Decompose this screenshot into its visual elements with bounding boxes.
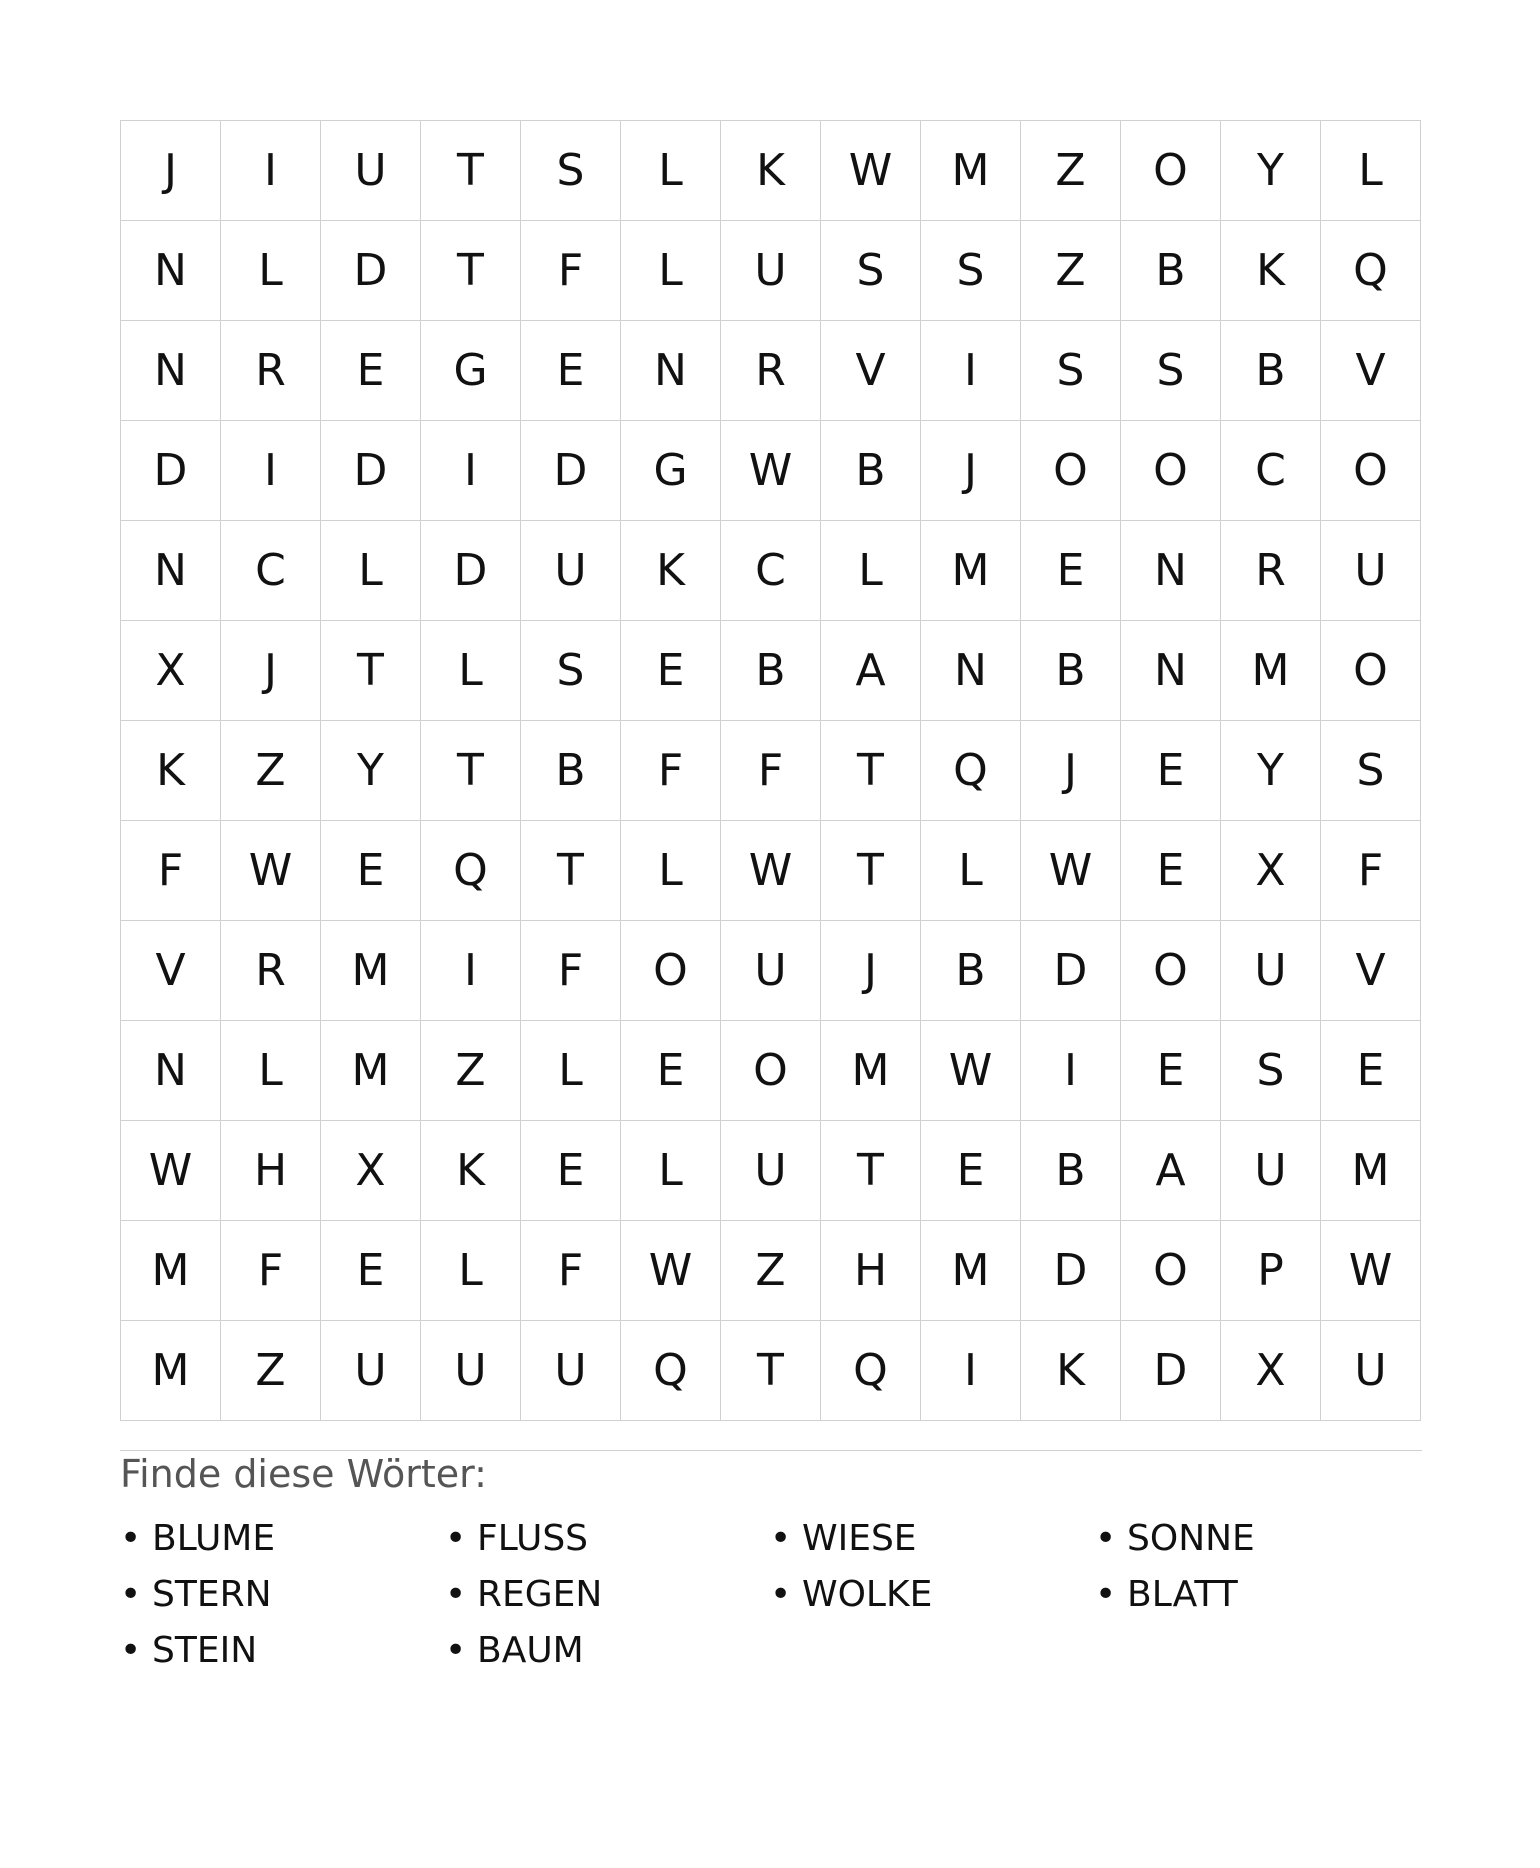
grid-cell[interactable]: H	[221, 1121, 321, 1221]
grid-cell[interactable]: W	[621, 1221, 721, 1321]
grid-cell[interactable]: S	[1321, 721, 1421, 821]
grid-cell[interactable]: W	[221, 821, 321, 921]
grid-cell[interactable]: S	[521, 121, 621, 221]
grid-cell[interactable]: W	[721, 821, 821, 921]
grid-cell[interactable]: E	[321, 321, 421, 421]
grid-cell[interactable]: V	[1321, 921, 1421, 1021]
grid-cell[interactable]: B	[1021, 621, 1121, 721]
grid-cell[interactable]: S	[821, 221, 921, 321]
word-list-item	[445, 1510, 770, 1566]
word-list-item	[1095, 1566, 1420, 1622]
grid-cell[interactable]: X	[1221, 1321, 1321, 1421]
grid-cell[interactable]: T	[521, 821, 621, 921]
grid-cell[interactable]: K	[621, 521, 721, 621]
grid-cell[interactable]: L	[621, 221, 721, 321]
grid-cell[interactable]: E	[1321, 1021, 1421, 1121]
grid-cell[interactable]: F	[521, 221, 621, 321]
grid-cell[interactable]: K	[721, 121, 821, 221]
grid-cell[interactable]: P	[1221, 1221, 1321, 1321]
grid-cell[interactable]: O	[1121, 421, 1221, 521]
grid-cell[interactable]: S	[1221, 1021, 1321, 1121]
grid-cell[interactable]: S	[1021, 321, 1121, 421]
grid-cell[interactable]: O	[721, 1021, 821, 1121]
grid-cell[interactable]: U	[521, 521, 621, 621]
word-list-item	[445, 1622, 770, 1678]
grid-cell[interactable]: Q	[421, 821, 521, 921]
grid-cell[interactable]: I	[421, 421, 521, 521]
grid-cell[interactable]: I	[221, 121, 321, 221]
bullet: •	[445, 1517, 467, 1559]
grid-cell[interactable]: F	[621, 721, 721, 821]
grid-cell[interactable]: N	[121, 321, 221, 421]
grid-cell[interactable]: S	[1121, 321, 1221, 421]
grid-cell[interactable]: D	[1121, 1321, 1221, 1421]
grid-cell[interactable]: M	[321, 921, 421, 1021]
grid-cell[interactable]: N	[121, 221, 221, 321]
grid-cell[interactable]: T	[821, 721, 921, 821]
grid-cell[interactable]: U	[1321, 1321, 1421, 1421]
grid-cell[interactable]: E	[621, 1021, 721, 1121]
grid-cell[interactable]: B	[1221, 321, 1321, 421]
word-label: SONNE	[1127, 1517, 1255, 1559]
grid-cell[interactable]: F	[221, 1221, 321, 1321]
grid-cell[interactable]: U	[521, 1321, 621, 1421]
grid-cell[interactable]: N	[1121, 621, 1221, 721]
grid-cell[interactable]: U	[321, 1321, 421, 1421]
grid-cell[interactable]: W	[121, 1121, 221, 1221]
grid-cell[interactable]: F	[521, 921, 621, 1021]
bullet: •	[1095, 1573, 1117, 1615]
grid-cell[interactable]: Y	[1221, 121, 1321, 221]
grid-cell[interactable]: C	[1221, 421, 1321, 521]
word-list-item	[120, 1510, 445, 1566]
grid-cell[interactable]: V	[1321, 321, 1421, 421]
grid-cell[interactable]: W	[1021, 821, 1121, 921]
grid-cell[interactable]: E	[921, 1121, 1021, 1221]
grid-cell[interactable]: D	[121, 421, 221, 521]
word-label: STERN	[152, 1573, 272, 1615]
grid-cell[interactable]: M	[1321, 1121, 1421, 1221]
word-list-item	[445, 1566, 770, 1622]
grid-cell[interactable]: J	[1021, 721, 1121, 821]
word-list-item	[120, 1622, 445, 1678]
grid-cell[interactable]: J	[821, 921, 921, 1021]
grid-cell[interactable]: U	[1221, 1121, 1321, 1221]
grid-cell[interactable]: Y	[321, 721, 421, 821]
grid-cell[interactable]: W	[1321, 1221, 1421, 1321]
grid-cell[interactable]: R	[721, 321, 821, 421]
grid-cell[interactable]: M	[1221, 621, 1321, 721]
grid-cell[interactable]: H	[821, 1221, 921, 1321]
grid-cell[interactable]: Q	[1321, 221, 1421, 321]
grid-cell[interactable]: K	[421, 1121, 521, 1221]
grid-cell[interactable]: M	[921, 521, 1021, 621]
grid-cell[interactable]: U	[721, 1121, 821, 1221]
grid-cell[interactable]: I	[921, 1321, 1021, 1421]
grid-cell[interactable]: M	[821, 1021, 921, 1121]
grid-cell[interactable]: N	[921, 621, 1021, 721]
grid-cell[interactable]: B	[1121, 221, 1221, 321]
grid-cell[interactable]: T	[721, 1321, 821, 1421]
grid-cell[interactable]: E	[1121, 821, 1221, 921]
grid-cell[interactable]: X	[121, 621, 221, 721]
grid-cell[interactable]: N	[1121, 521, 1221, 621]
grid-cell[interactable]: F	[521, 1221, 621, 1321]
grid-cell[interactable]: K	[1021, 1321, 1121, 1421]
grid-cell[interactable]: L	[621, 821, 721, 921]
grid-cell[interactable]: L	[621, 121, 721, 221]
grid-cell[interactable]: F	[721, 721, 821, 821]
grid-cell[interactable]: G	[421, 321, 521, 421]
bullet: •	[120, 1573, 142, 1615]
grid-cell[interactable]: S	[921, 221, 1021, 321]
grid-cell[interactable]: Y	[1221, 721, 1321, 821]
grid-cell[interactable]: D	[1021, 921, 1121, 1021]
grid-cell[interactable]: L	[1321, 121, 1421, 221]
grid-cell[interactable]: T	[321, 621, 421, 721]
grid-cell[interactable]: F	[121, 821, 221, 921]
grid-cell[interactable]: I	[221, 421, 321, 521]
grid-cell[interactable]: Q	[921, 721, 1021, 821]
grid-cell[interactable]: E	[1121, 721, 1221, 821]
grid-cell[interactable]: B	[821, 421, 921, 521]
word-label: BLUME	[152, 1517, 276, 1559]
grid-cell[interactable]: L	[621, 1121, 721, 1221]
grid-cell[interactable]: J	[921, 421, 1021, 521]
grid-cell[interactable]: J	[121, 121, 221, 221]
grid-cell[interactable]: T	[421, 121, 521, 221]
grid-cell[interactable]: J	[221, 621, 321, 721]
grid-cell[interactable]: R	[221, 321, 321, 421]
grid-cell[interactable]: E	[621, 621, 721, 721]
grid-cell[interactable]: Z	[721, 1221, 821, 1321]
word-list-item	[770, 1566, 1095, 1622]
grid-cell[interactable]: B	[1021, 1121, 1121, 1221]
grid-cell[interactable]: M	[321, 1021, 421, 1121]
grid-cell[interactable]: B	[721, 621, 821, 721]
grid-cell[interactable]: D	[1021, 1221, 1121, 1321]
grid-cell[interactable]: O	[1321, 421, 1421, 521]
word-list-item	[120, 1566, 445, 1622]
grid-cell[interactable]: R	[1221, 521, 1321, 621]
bullet: •	[120, 1629, 142, 1671]
grid-cell[interactable]: I	[421, 921, 521, 1021]
grid-cell[interactable]: B	[921, 921, 1021, 1021]
grid-cell[interactable]: Q	[821, 1321, 921, 1421]
grid-cell[interactable]: K	[121, 721, 221, 821]
grid-cell[interactable]: T	[821, 821, 921, 921]
grid-cell[interactable]: K	[1221, 221, 1321, 321]
grid-cell[interactable]: O	[1121, 921, 1221, 1021]
grid-cell[interactable]: B	[521, 721, 621, 821]
grid-cell[interactable]: E	[1121, 1021, 1221, 1121]
grid-cell[interactable]: V	[821, 321, 921, 421]
grid-cell[interactable]: D	[321, 421, 421, 521]
grid-cell[interactable]: L	[821, 521, 921, 621]
grid-cell[interactable]: Q	[621, 1321, 721, 1421]
grid-cell[interactable]: L	[421, 1221, 521, 1321]
bullet: •	[445, 1629, 467, 1671]
word-list	[120, 1510, 1420, 1678]
grid-cell[interactable]: I	[1021, 1021, 1121, 1121]
grid-cell[interactable]: S	[521, 621, 621, 721]
grid-cell[interactable]: Z	[421, 1021, 521, 1121]
grid-cell[interactable]: U	[721, 221, 821, 321]
bullet: •	[445, 1573, 467, 1615]
grid-cell[interactable]: Z	[221, 1321, 321, 1421]
bullet: •	[1095, 1517, 1117, 1559]
word-label: WIESE	[802, 1517, 917, 1559]
grid-cell[interactable]: U	[421, 1321, 521, 1421]
grid-cell[interactable]: T	[421, 221, 521, 321]
word-list-heading: Finde diese Wörter:	[120, 1452, 487, 1496]
grid-cell[interactable]: U	[321, 121, 421, 221]
grid-cell[interactable]: Z	[1021, 221, 1121, 321]
word-list-item	[770, 1510, 1095, 1566]
grid-cell[interactable]: O	[1121, 1221, 1221, 1321]
grid-cell[interactable]: E	[1021, 521, 1121, 621]
word-label: BAUM	[477, 1629, 584, 1671]
grid-cell[interactable]: I	[921, 321, 1021, 421]
bullet: •	[770, 1517, 792, 1559]
grid-cell[interactable]: X	[1221, 821, 1321, 921]
grid-cell[interactable]: D	[421, 521, 521, 621]
grid-cell[interactable]: M	[921, 121, 1021, 221]
bullet: •	[120, 1517, 142, 1559]
word-label: REGEN	[477, 1573, 603, 1615]
grid-cell[interactable]: X	[321, 1121, 421, 1221]
grid-cell[interactable]: O	[1121, 121, 1221, 221]
grid-cell[interactable]: T	[821, 1121, 921, 1221]
word-label: FLUSS	[477, 1517, 589, 1559]
grid-cell[interactable]: E	[321, 1221, 421, 1321]
grid-cell[interactable]: V	[121, 921, 221, 1021]
grid-cell[interactable]: L	[321, 521, 421, 621]
grid-cell[interactable]: W	[921, 1021, 1021, 1121]
grid-cell[interactable]: O	[1021, 421, 1121, 521]
grid-cell[interactable]: W	[821, 121, 921, 221]
grid-cell[interactable]: O	[621, 921, 721, 1021]
grid-cell[interactable]: W	[721, 421, 821, 521]
grid-cell[interactable]: C	[721, 521, 821, 621]
grid-cell[interactable]: E	[521, 1121, 621, 1221]
word-label: STEIN	[152, 1629, 258, 1671]
word-label: BLATT	[1127, 1573, 1238, 1615]
bullet: •	[770, 1573, 792, 1615]
grid-cell[interactable]: N	[621, 321, 721, 421]
divider	[120, 1450, 1422, 1451]
grid-cell[interactable]: L	[921, 821, 1021, 921]
grid-cell[interactable]: U	[1321, 521, 1421, 621]
word-label: WOLKE	[802, 1573, 933, 1615]
grid-cell[interactable]: E	[321, 821, 421, 921]
grid-cell[interactable]: L	[521, 1021, 621, 1121]
grid-cell[interactable]: N	[121, 521, 221, 621]
grid-cell[interactable]: M	[921, 1221, 1021, 1321]
grid-cell[interactable]: T	[421, 721, 521, 821]
grid-cell[interactable]: L	[421, 621, 521, 721]
grid-cell[interactable]: E	[521, 321, 621, 421]
grid-cell[interactable]: F	[1321, 821, 1421, 921]
grid-cell[interactable]: M	[121, 1221, 221, 1321]
grid-cell[interactable]: D	[521, 421, 621, 521]
grid-cell[interactable]: L	[221, 1021, 321, 1121]
word-search-grid	[120, 120, 1421, 1421]
word-list-item	[1095, 1510, 1420, 1566]
grid-cell[interactable]: Z	[221, 721, 321, 821]
grid-cell[interactable]: G	[621, 421, 721, 521]
grid-cell[interactable]: U	[721, 921, 821, 1021]
grid-cell[interactable]: A	[1121, 1121, 1221, 1221]
grid-cell[interactable]: M	[121, 1321, 221, 1421]
grid-cell[interactable]: C	[221, 521, 321, 621]
grid-cell[interactable]: R	[221, 921, 321, 1021]
grid-cell[interactable]: A	[821, 621, 921, 721]
grid-cell[interactable]: O	[1321, 621, 1421, 721]
grid-cell[interactable]: D	[321, 221, 421, 321]
grid-cell[interactable]: U	[1221, 921, 1321, 1021]
grid-cell[interactable]: L	[221, 221, 321, 321]
grid-cell[interactable]: Z	[1021, 121, 1121, 221]
grid-cell[interactable]: N	[121, 1021, 221, 1121]
